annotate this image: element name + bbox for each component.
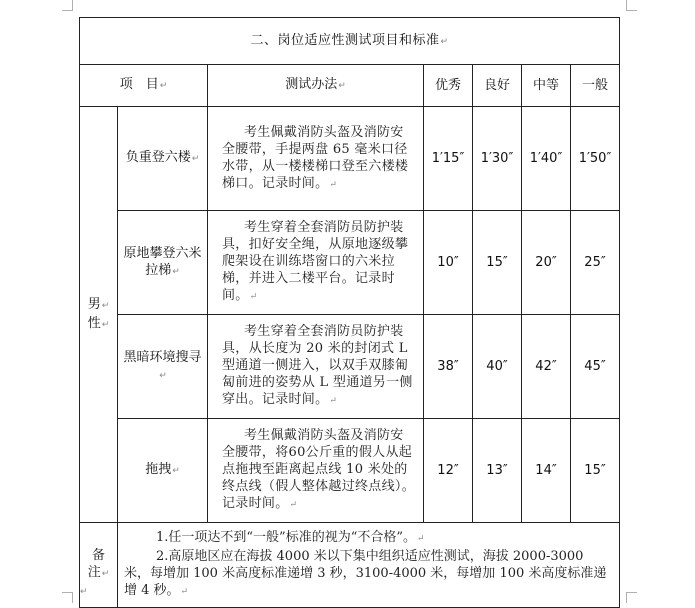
note-item: 1.任一项达不到“一般”标准的视为“不合格”。↵ — [156, 530, 425, 545]
paragraph-mark-icon: ↵ — [338, 81, 346, 91]
value-good: 15″ — [473, 211, 522, 315]
item-method: 考生佩戴消防头盔及消防安全腰带，将60公斤重的假人从起点拖拽至距离起点线 10 米处的终点线（假人整体越过终点线）。记录时间。↵ — [208, 419, 424, 523]
gender-cell: 男↵ 性↵ — [80, 107, 118, 523]
value-pass: 15″ — [571, 419, 620, 523]
header-grade-excellent: 优秀 — [424, 65, 473, 107]
paragraph-mark-icon: ↵ — [180, 587, 189, 597]
item-name: 负重登六楼↵ — [118, 107, 208, 211]
value-good: 40″ — [473, 315, 522, 419]
paragraph-mark-icon: ↵ — [159, 81, 168, 91]
value-good: 1′30″ — [473, 107, 522, 211]
item-method: 考生穿着全套消防员防护装具，扣好安全绳，从原地逐级攀爬架设在训练塔窗口的六米拉梯，并进入二楼平台。记录时间。↵ — [208, 211, 424, 315]
value-excellent: 10″ — [424, 211, 473, 315]
paragraph-mark-icon: ↵ — [80, 587, 88, 597]
paragraph-mark-icon: ↵ — [329, 396, 338, 406]
paragraph-mark-icon: ↵ — [172, 466, 180, 476]
table-row — [80, 419, 620, 523]
table-row — [80, 211, 620, 315]
item-name: 拖拽↵ — [118, 419, 208, 523]
page-corner-mark-top-right — [626, 0, 637, 11]
notes-content — [118, 523, 620, 608]
notes-row — [80, 523, 620, 608]
value-medium: 1′40″ — [522, 107, 571, 211]
page-corner-mark-top-left — [62, 0, 73, 11]
paragraph-mark-icon: ↵ — [101, 300, 110, 311]
page-corner-mark-bottom-left — [62, 592, 73, 603]
paragraph-mark-icon: ↵ — [159, 370, 167, 381]
value-excellent: 12″ — [424, 419, 473, 523]
standards-table — [79, 17, 620, 608]
header-grade-good: 良好 — [473, 65, 522, 107]
value-good: 13″ — [473, 419, 522, 523]
page-corner-mark-bottom-right — [626, 592, 637, 603]
paragraph-mark-icon: ↵ — [249, 292, 258, 302]
paragraph-mark-icon: ↵ — [440, 36, 449, 47]
paragraph-mark-icon: ↵ — [329, 179, 338, 190]
paragraph-mark-icon: ↵ — [417, 534, 425, 544]
value-pass: 1′50″ — [571, 107, 620, 211]
header-row — [80, 65, 620, 107]
table-title-cell — [80, 18, 620, 65]
item-name: 原地攀登六米拉梯↵ — [118, 211, 208, 315]
item-name: 黑暗环境搜寻↵ — [118, 315, 208, 419]
header-method: 测试办法↵ — [208, 65, 424, 107]
note-item: 2.高原地区应在海拔 4000 米以下集中组织适应性测试，海拔 2000-3000 米，每增加 100 米高度标准递增 3 秒，3100-4000 米，每增加 100 米高度标准递增 4 秒。↵ — [124, 549, 607, 598]
table-row — [80, 315, 620, 419]
value-pass: 25″ — [571, 211, 620, 315]
notes-label: 备 注↵ — [80, 523, 118, 608]
value-medium: 42″ — [522, 315, 571, 419]
value-medium: 14″ — [522, 419, 571, 523]
value-excellent: 38″ — [424, 315, 473, 419]
paragraph-mark-icon: ↵ — [191, 154, 200, 164]
paragraph-mark-icon: ↵ — [172, 266, 180, 277]
table-row — [80, 107, 620, 211]
paragraph-mark-icon: ↵ — [101, 569, 110, 579]
header-grade-pass: 一般 — [571, 65, 620, 107]
item-method: 考生穿着全套消防员防护装具，从长度为 20 米的封闭式 L 型通道一侧进入，以双手双膝匍匐前进的姿势从 L 型通道另一侧穿出。记录时间。↵ — [208, 315, 424, 419]
value-medium: 20″ — [522, 211, 571, 315]
paragraph-mark-icon: ↵ — [289, 500, 298, 510]
item-method: 考生佩戴消防头盔及消防安全腰带，手提两盘 65 毫米口径水带，从一楼楼梯口登至六楼楼梯口。记录时间。↵ — [208, 107, 424, 211]
header-grade-medium: 中等 — [522, 65, 571, 107]
table-title: 二、岗位适应性测试项目和标准 — [250, 32, 440, 48]
value-pass: 45″ — [571, 315, 620, 419]
paragraph-mark-icon: ↵ — [101, 319, 110, 330]
value-excellent: 1′15″ — [424, 107, 473, 211]
header-item: 项 目↵ — [80, 65, 208, 107]
